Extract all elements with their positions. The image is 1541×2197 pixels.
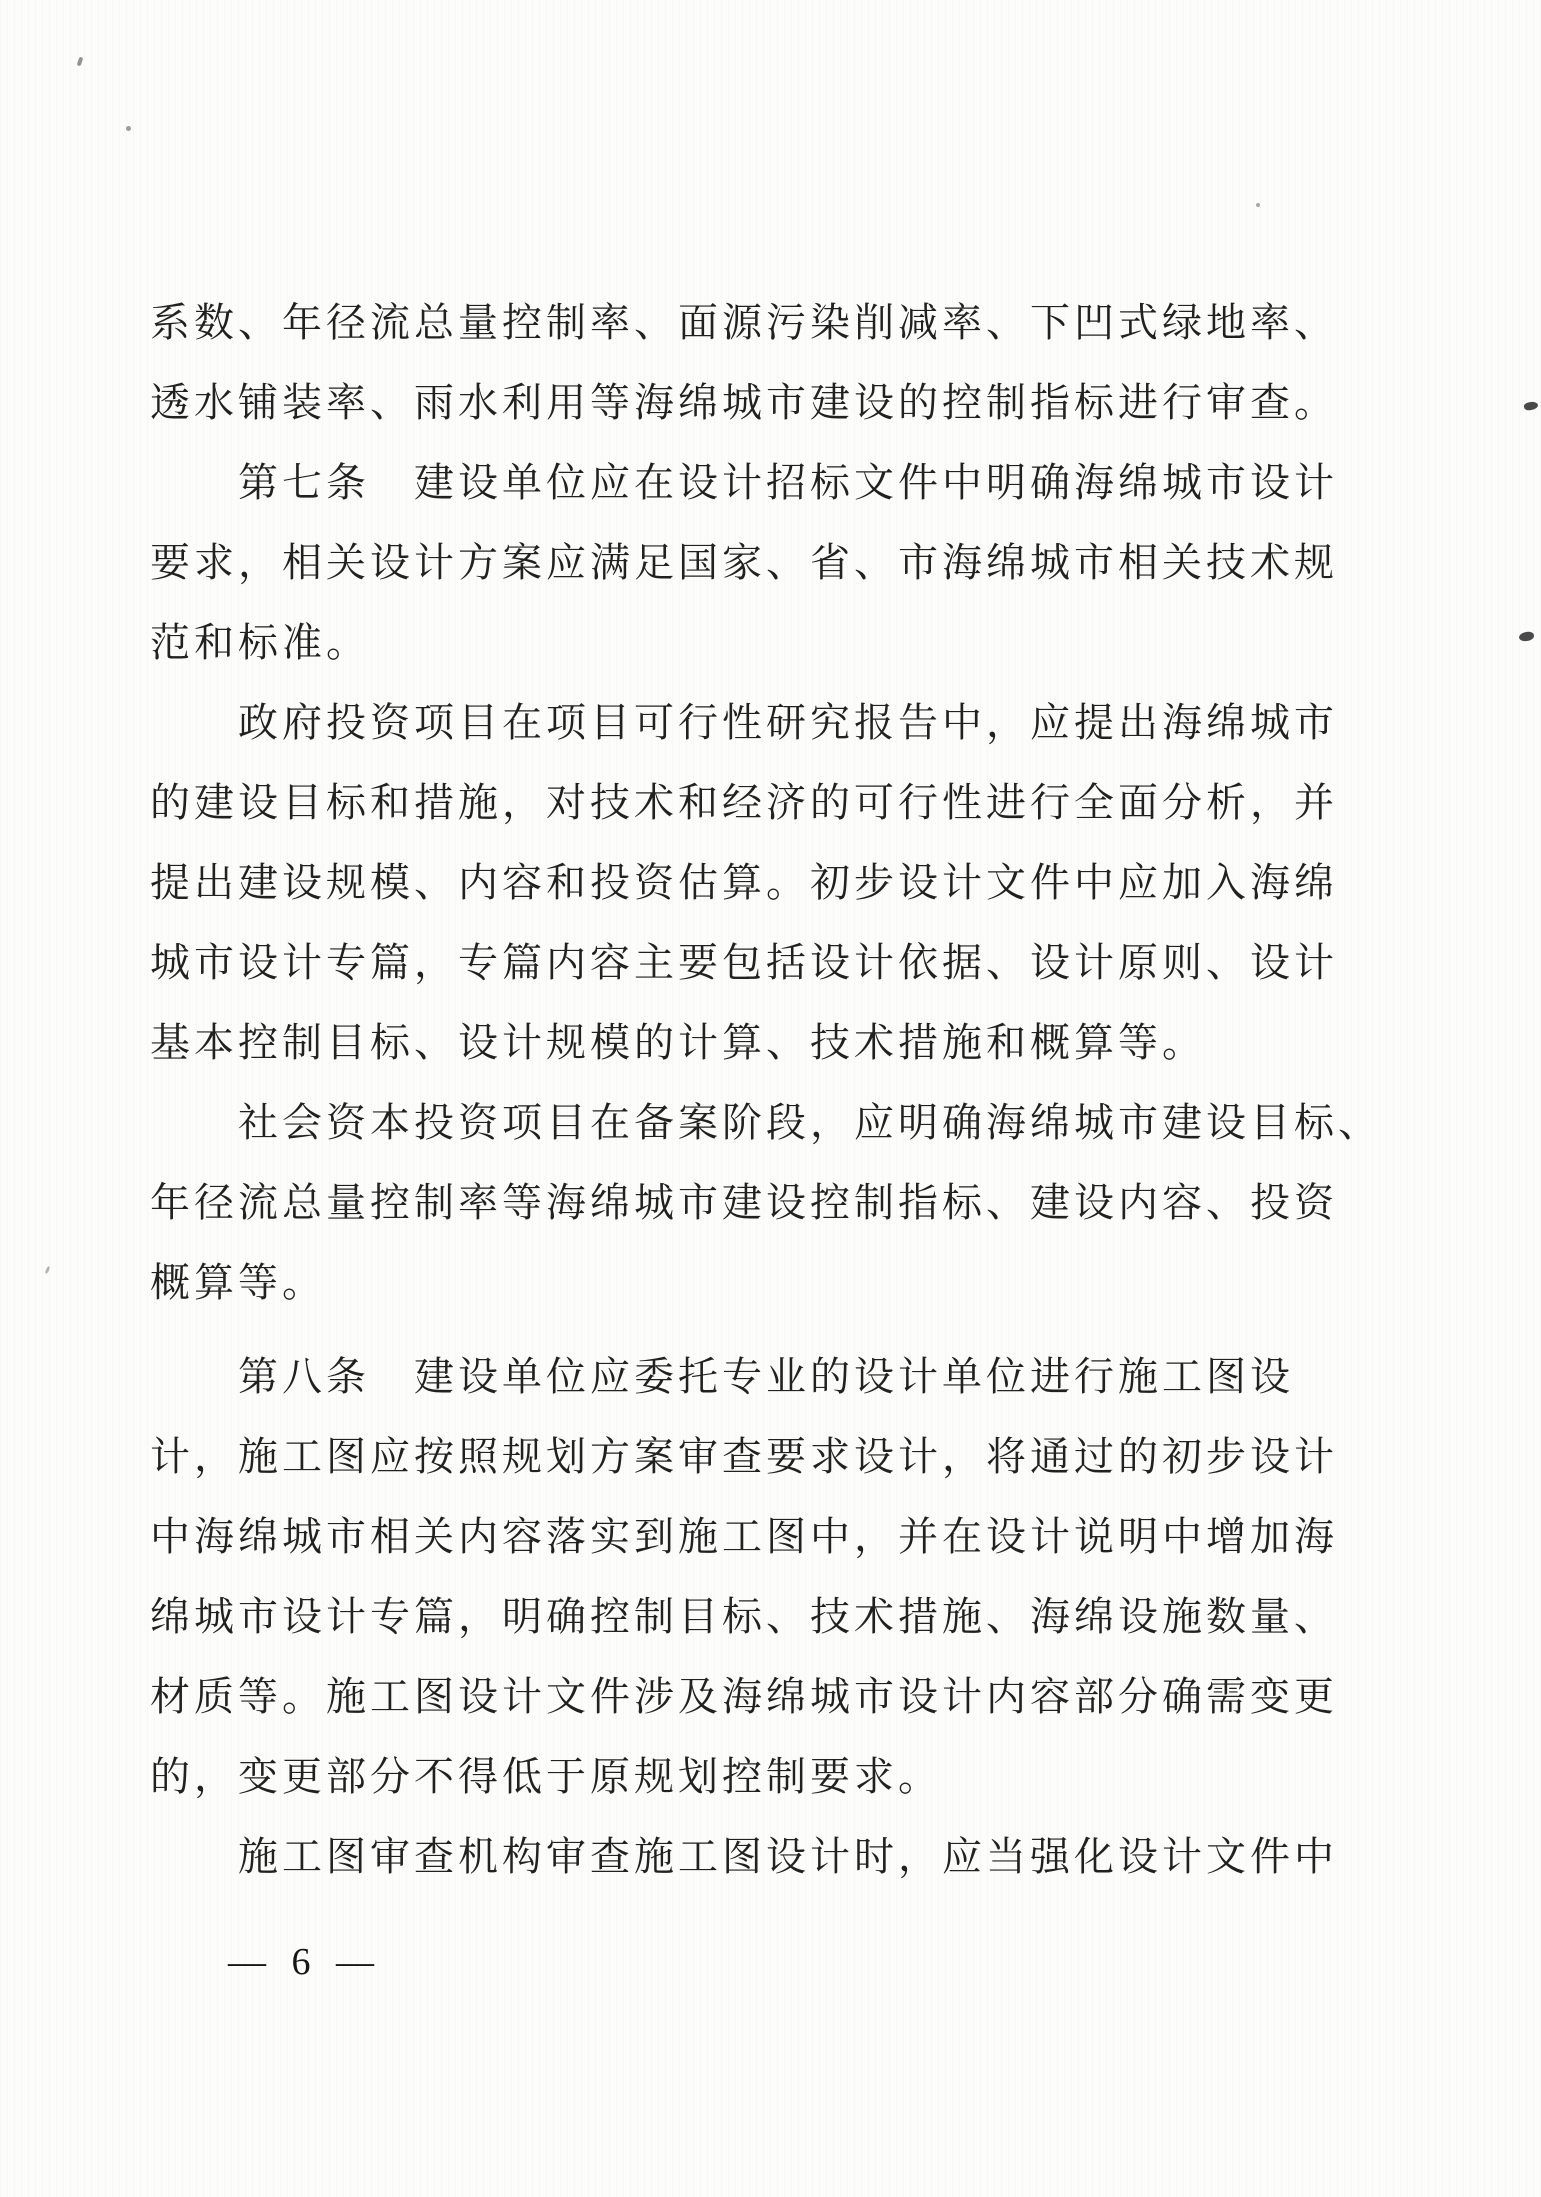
doc-line: 社会资本投资项目在备案阶段，应明确海绵城市建设目标、 [238, 1100, 1382, 1145]
scan-artifact [1518, 631, 1534, 642]
doc-line: 基本控制目标、设计规模的计算、技术措施和概算等。 [150, 1020, 1206, 1065]
scan-artifact [45, 1266, 51, 1275]
doc-line: 的建设目标和措施，对技术和经济的可行性进行全面分析，并 [150, 780, 1338, 825]
document-body [150, 283, 1382, 1897]
doc-line: 提出建设规模、内容和投资估算。初步设计文件中应加入海绵 [150, 860, 1338, 905]
scan-artifact [1523, 401, 1538, 412]
scan-artifact [1256, 203, 1260, 207]
doc-line: 中海绵城市相关内容落实到施工图中，并在设计说明中增加海 [150, 1514, 1338, 1559]
doc-line: 透水铺装率、雨水利用等海绵城市建设的控制指标进行审查。 [150, 380, 1338, 425]
doc-line: 系数、年径流总量控制率、面源污染削减率、下凹式绿地率、 [150, 300, 1338, 345]
doc-line: 材质等。施工图设计文件涉及海绵城市设计内容部分确需变更 [150, 1674, 1338, 1719]
doc-line: 施工图审查机构审查施工图设计时，应当强化设计文件中 [238, 1834, 1338, 1879]
scan-artifact [126, 126, 131, 131]
page-number: — 6 — [228, 1941, 382, 1983]
doc-line: 计，施工图应按照规划方案审查要求设计，将通过的初步设计 [150, 1434, 1338, 1479]
doc-line: 的，变更部分不得低于原规划控制要求。 [150, 1754, 942, 1799]
doc-line: 政府投资项目在项目可行性研究报告中，应提出海绵城市 [238, 700, 1338, 745]
doc-line: 绵城市设计专篇，明确控制目标、技术措施、海绵设施数量、 [150, 1594, 1338, 1639]
doc-line: 城市设计专篇，专篇内容主要包括设计依据、设计原则、设计 [150, 940, 1338, 985]
doc-line-article-8: 第八条 建设单位应委托专业的设计单位进行施工图设 [238, 1354, 1294, 1399]
scan-artifact [77, 57, 84, 67]
doc-line: 年径流总量控制率等海绵城市建设控制指标、建设内容、投资 [150, 1180, 1338, 1225]
doc-line: 范和标准。 [150, 620, 370, 665]
scan-artifact [608, 946, 612, 950]
doc-line-article-7: 第七条 建设单位应在设计招标文件中明确海绵城市设计 [238, 460, 1338, 505]
doc-line: 概算等。 [150, 1260, 326, 1305]
doc-line: 要求，相关设计方案应满足国家、省、市海绵城市相关技术规 [150, 540, 1338, 585]
